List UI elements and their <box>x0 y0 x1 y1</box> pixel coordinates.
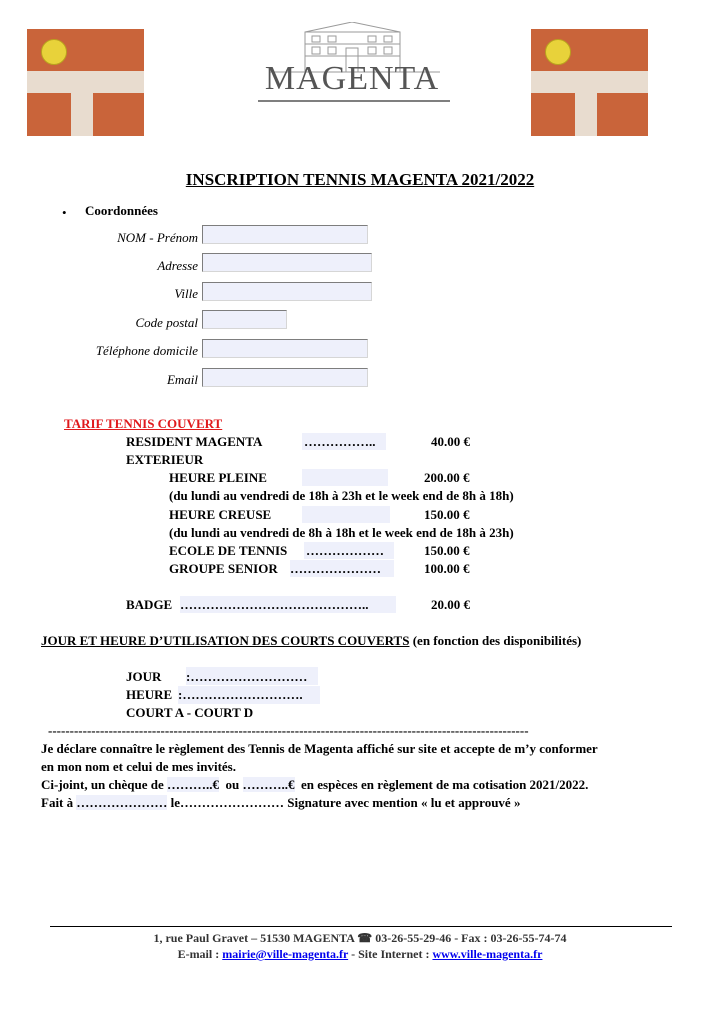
ville-field[interactable] <box>202 282 372 301</box>
badge-dots: …………………………………….. <box>180 597 369 612</box>
tarif-heading: TARIF TENNIS COUVERT <box>64 416 223 431</box>
footer-address: 1, rue Paul Gravet – 51530 MAGENTA <box>153 931 355 945</box>
fait-line <box>41 795 520 811</box>
ecole-label: ECOLE DE TENNIS <box>169 543 288 558</box>
heure-pleine-label: HEURE PLEINE <box>169 470 267 485</box>
declaration-line1: Je déclare connaître le règlement des Tennis de Magenta affiché sur site et accepte de m’y conformer <box>41 741 598 756</box>
ecole-price: 150.00 € <box>424 543 470 558</box>
heure-pleine-field[interactable] <box>302 469 388 486</box>
footer-site-label: - Site Internet : <box>351 947 430 961</box>
groupe-label: GROUPE SENIOR <box>169 561 278 576</box>
groupe-dots: ………………… <box>290 561 381 576</box>
tennis-ball-icon <box>41 39 67 65</box>
bullet: • <box>62 205 67 220</box>
heure-label: HEURE <box>126 687 173 702</box>
jour-dots: :……………………… <box>186 669 308 684</box>
email-field[interactable] <box>202 368 368 387</box>
footer-contact-line <box>0 947 710 962</box>
ou-text: ou <box>225 777 240 792</box>
tennis-court-photo-right <box>531 29 648 136</box>
telephone-field[interactable] <box>202 339 368 358</box>
resident-dots: …………….. <box>304 434 376 449</box>
heure-creuse-note: (du lundi au vendredi de 8h à 18h et le week end de 18h à 23h) <box>169 525 514 540</box>
code-postal-field[interactable] <box>202 310 287 329</box>
cheque-prefix: Ci-joint, un chèque de <box>41 777 164 792</box>
separator: --------------------------------------------------------------------------------------------------------------- <box>48 723 529 738</box>
heure-creuse-label: HEURE CREUSE <box>169 507 272 522</box>
usage-heading: JOUR ET HEURE D’UTILISATION DES COURTS COUVERTS <box>41 633 410 648</box>
usage-heading-row <box>41 633 581 649</box>
magenta-logo <box>250 22 455 106</box>
ecole-dots: ……………… <box>306 543 384 558</box>
footer-address-line <box>0 931 710 946</box>
signature-text: Signature avec mention « lu et approuvé » <box>287 795 521 810</box>
coordonnees-heading: Coordonnées <box>85 203 158 218</box>
cheque-suffix: en espèces en règlement de ma cotisation 2021/2022. <box>301 777 589 792</box>
adresse-field[interactable] <box>202 253 372 272</box>
footer-site-link[interactable]: www.ville-magenta.fr <box>432 947 543 961</box>
badge-price: 20.00 € <box>431 597 470 612</box>
logo-text: MAGENTA <box>264 60 440 97</box>
heure-creuse-field[interactable] <box>302 506 390 523</box>
footer-email-link[interactable]: mairie@ville-magenta.fr <box>222 947 349 961</box>
nom-field[interactable] <box>202 225 368 244</box>
declaration-line2: en mon nom et celui de mes invités. <box>41 759 236 774</box>
nom-label: NOM - Prénom <box>117 230 198 245</box>
cash-amount-field[interactable]: ………..€ <box>242 777 295 792</box>
usage-heading-note: (en fonction des disponibilités) <box>412 633 582 648</box>
fait-prefix: Fait à <box>41 795 74 810</box>
page-title: INSCRIPTION TENNIS MAGENTA 2021/2022 <box>185 170 535 189</box>
resident-label: RESIDENT MAGENTA <box>126 434 263 449</box>
badge-label: BADGE <box>126 597 173 612</box>
heure-creuse-price: 150.00 € <box>424 507 470 522</box>
adresse-label: Adresse <box>157 258 198 273</box>
cheque-line <box>41 777 588 793</box>
court-options: COURT A - COURT D <box>126 705 254 720</box>
footer-email-label: E-mail : <box>177 947 220 961</box>
ville-label: Ville <box>174 286 198 301</box>
jour-label: JOUR <box>126 669 162 684</box>
resident-price: 40.00 € <box>431 434 470 449</box>
fait-place-field[interactable]: ………………… <box>76 795 168 810</box>
heure-pleine-price: 200.00 € <box>424 470 470 485</box>
exterieur-label: EXTERIEUR <box>126 452 204 467</box>
telephone-label: Téléphone domicile <box>95 343 198 358</box>
footer-phones: 03-26-55-29-46 - Fax : 03-26-55-74-74 <box>375 931 567 945</box>
tennis-court-photo-left <box>27 29 144 136</box>
footer-divider <box>50 926 672 927</box>
phone-icon: ☎ <box>357 931 373 945</box>
code-postal-label: Code postal <box>135 315 198 330</box>
cheque-amount-field[interactable]: ………..€ <box>167 777 220 792</box>
tennis-ball-icon <box>545 39 571 65</box>
email-label: Email <box>166 372 198 387</box>
heure-dots: :………………………. <box>178 687 303 702</box>
groupe-price: 100.00 € <box>424 561 470 576</box>
date-field[interactable]: le…………………… <box>170 795 285 810</box>
heure-pleine-note: (du lundi au vendredi de 18h à 23h et le week end de 8h à 18h) <box>169 488 514 503</box>
